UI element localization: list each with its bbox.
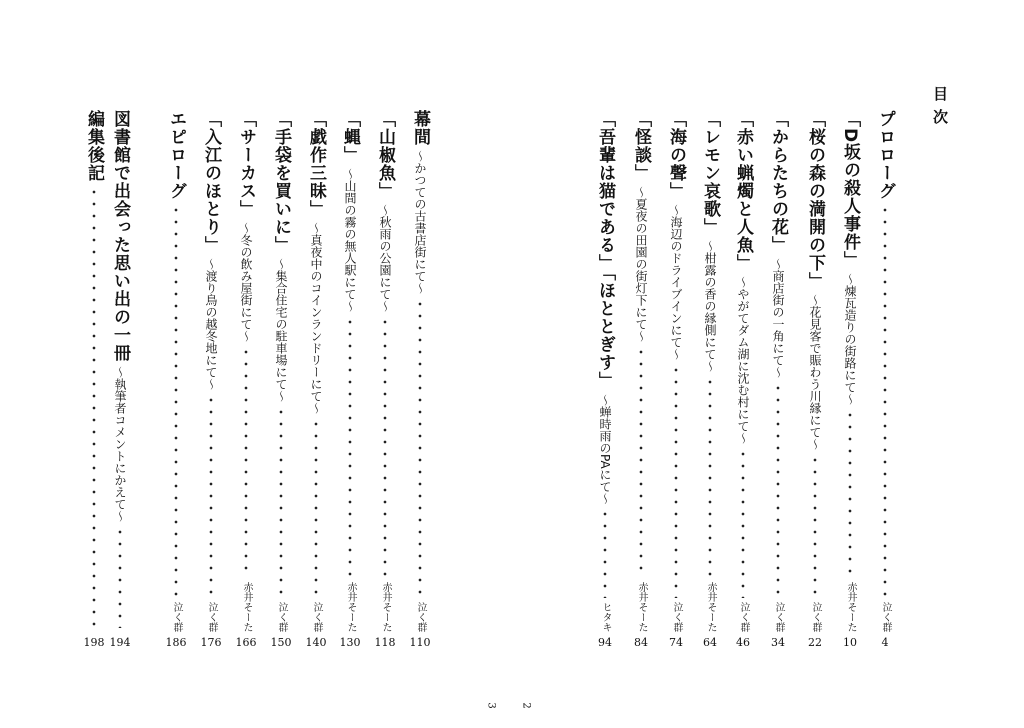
entry-subtitle: ～煉瓦造りの街路にて～: [843, 273, 857, 406]
dot-leader: [278, 406, 284, 598]
entry-page-number: 194: [109, 636, 131, 649]
dot-leader: [673, 364, 679, 598]
entry-subtitle: ～蝉時雨のPAにて～: [598, 393, 612, 505]
entry-page-number: 140: [305, 636, 327, 649]
entry-subtitle: ～商店街の一角にて～: [771, 258, 785, 378]
dot-leader: [347, 316, 353, 578]
dot-leader: [208, 394, 214, 598]
toc-entry[interactable]: [870, 110, 900, 632]
toc-entry[interactable]: [231, 110, 261, 632]
entry-page-number: 46: [736, 636, 750, 649]
dot-leader: [847, 409, 853, 578]
entry-author: 泣く群: [276, 602, 287, 632]
entry-author: 泣く群: [171, 602, 182, 632]
entry-subtitle: ～かつての古書店街にて～: [413, 150, 427, 294]
page-folio-left: 3: [485, 702, 497, 709]
entry-subtitle: ～渡り鳥の越冬地にて～: [204, 258, 218, 390]
entry-page-number: 166: [235, 636, 257, 649]
entry-author: 泣く群: [880, 602, 891, 632]
entry-page-number: 84: [634, 636, 648, 649]
entry-page-number: 74: [669, 636, 683, 649]
entry-title: 「入江のほとり」: [201, 110, 221, 254]
entry-author: 赤井そーた: [845, 582, 856, 632]
entry-author: 赤井そーた: [705, 582, 716, 632]
entry-author: 泣く群: [773, 602, 784, 632]
entry-title: 「赤い蝋燭と人魚」: [733, 110, 753, 272]
dot-leader: [602, 508, 608, 598]
entry-author: 泣く群: [810, 602, 821, 632]
entry-page-number: 176: [200, 636, 222, 649]
toc-entry[interactable]: [196, 110, 226, 632]
page-folio-right: 2: [520, 702, 532, 709]
dot-leader: [117, 526, 123, 628]
toc-entry[interactable]: [161, 110, 191, 632]
entry-page-number: 94: [598, 636, 612, 649]
dot-leader: [382, 316, 388, 578]
toc-entry[interactable]: [590, 110, 620, 632]
entry-title: 「怪談」: [631, 110, 651, 182]
entry-author: 泣く群: [671, 602, 682, 632]
entry-author: 赤井そーた: [241, 582, 252, 632]
entry-title: 幕間: [410, 110, 430, 146]
entry-author: 泣く群: [206, 602, 217, 632]
entry-subtitle: ～集合住宅の駐車場にて～: [274, 258, 288, 402]
entry-subtitle: ～山間の霧の無人駅にて～: [343, 168, 357, 312]
entry-page-number: 110: [409, 636, 431, 649]
entry-title: 「戯作三昧」: [306, 110, 326, 218]
entry-page-number: 4: [881, 636, 889, 649]
entry-page-number: 186: [165, 636, 187, 649]
dot-leader: [775, 382, 781, 598]
entry-title: 図書館で出会った思い出の一冊: [110, 110, 130, 362]
entry-subtitle: ～執筆者コメントにかえて～: [113, 366, 127, 522]
entry-subtitle: ～夏夜の田園の街灯下にて～: [634, 186, 648, 342]
entry-author: 赤井そーた: [380, 582, 391, 632]
entry-subtitle: ～花見客で賑わう川縁にて～: [808, 294, 822, 450]
entry-page-number: 34: [771, 636, 785, 649]
entry-author: 泣く群: [738, 602, 749, 632]
toc-entry[interactable]: [405, 110, 435, 632]
entry-subtitle: ～海辺のドライブインにて～: [669, 204, 683, 360]
dot-leader: [812, 454, 818, 598]
toc-entry[interactable]: [661, 110, 691, 632]
entry-subtitle: ～やがてダム湖に沈む村にて～: [736, 276, 750, 444]
dot-leader: [882, 204, 888, 598]
entry-subtitle: ～柑露の香の縁側にて～: [703, 240, 717, 372]
toc-entry[interactable]: [728, 110, 758, 632]
entry-title: 「サーカス」: [236, 110, 256, 218]
entry-title: 編集後記: [84, 110, 104, 182]
toc-entry[interactable]: [835, 110, 865, 632]
toc-entry[interactable]: [763, 110, 793, 632]
entry-title: 「手袋を買いに」: [271, 110, 291, 254]
entry-title: 「海の聲」: [666, 110, 686, 200]
entry-author: 赤井そーた: [345, 582, 356, 632]
entry-page-number: 130: [339, 636, 361, 649]
entry-page-number: 22: [808, 636, 822, 649]
entry-title: 「桜の森の満開の下」: [805, 110, 825, 290]
toc-heading: 目次: [931, 86, 949, 132]
dot-leader: [417, 298, 423, 598]
toc-entry[interactable]: [695, 110, 725, 632]
entry-author: 赤井そーた: [636, 582, 647, 632]
toc-entry[interactable]: [626, 110, 656, 632]
entry-page-number: 10: [843, 636, 857, 649]
dot-leader: [313, 418, 319, 598]
dot-leader: [638, 346, 644, 578]
toc-entry[interactable]: [800, 110, 830, 632]
entry-subtitle: ～秋雨の公園にて～: [378, 204, 392, 312]
entry-page-number: 198: [83, 636, 105, 649]
entry-title: エピローグ: [166, 110, 186, 200]
entry-page-number: 64: [703, 636, 717, 649]
entry-title: 「吾輩は猫である」「ほととぎす」: [595, 110, 615, 390]
dot-leader: [740, 448, 746, 598]
dot-leader: [707, 376, 713, 578]
entry-title: 「蝿」: [340, 110, 360, 164]
toc-entry[interactable]: [79, 110, 109, 632]
toc-entry[interactable]: [105, 110, 135, 632]
entry-subtitle: ～冬の飲み屋街にて～: [239, 222, 253, 342]
entry-author: ヒタキ: [600, 602, 611, 632]
dot-leader: [243, 346, 249, 578]
dot-leader: [91, 186, 97, 628]
toc-entry[interactable]: [335, 110, 365, 632]
entry-title: 「からたちの花」: [768, 110, 788, 254]
entry-author: 泣く群: [415, 602, 426, 632]
entry-subtitle: ～真夜中のコインランドリーにて～: [309, 222, 323, 414]
entry-page-number: 150: [270, 636, 292, 649]
entry-page-number: 118: [374, 636, 396, 649]
dot-leader: [173, 204, 179, 598]
entry-title: 「レモン哀歌」: [700, 110, 720, 236]
entry-title: プロローグ: [875, 110, 895, 200]
entry-title: 「山椒魚」: [375, 110, 395, 200]
entry-title: 「D坂の殺人事件」: [840, 110, 860, 270]
toc-entry[interactable]: [370, 110, 400, 632]
toc-entry[interactable]: [301, 110, 331, 632]
toc-entry[interactable]: [266, 110, 296, 632]
entry-author: 泣く群: [311, 602, 322, 632]
